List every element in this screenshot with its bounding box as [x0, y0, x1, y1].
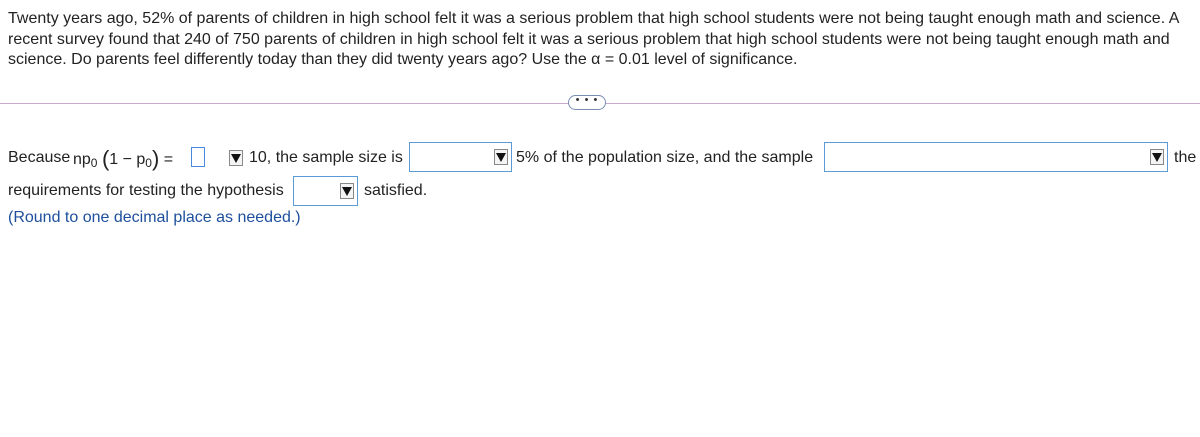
compare-dropdown[interactable]	[208, 144, 246, 174]
requirements-text: requirements for testing the hypothesis	[8, 182, 284, 199]
more-button-label: • • •	[575, 94, 599, 106]
one-minus-p-text: 1 − p	[109, 151, 146, 168]
npq-input[interactable]	[191, 147, 205, 167]
chevron-down-icon	[494, 149, 508, 165]
chevron-down-icon	[229, 150, 243, 166]
chevron-down-icon	[340, 183, 354, 199]
close-paren: )	[151, 146, 160, 171]
np0-expression	[73, 146, 173, 172]
rounding-note: (Round to one decimal place as needed.)	[8, 209, 301, 226]
because-label: Because	[8, 149, 71, 166]
equals-sign: =	[163, 151, 174, 168]
sample-size-text: 10, the sample size is	[249, 149, 403, 166]
subscript-0: 0	[90, 156, 98, 170]
problem-statement: Twenty years ago, 52% of parents of children in high school felt it was a serious problem that high school students were not being taught enough math and science. A recent survey found that 240 of 750 parents of children in high school felt it was a serious problem that high school students were not being taught enough math and science. Do parents feel differently today than they did twenty years ago? Use the α = 0.01 level of significance.	[8, 10, 1179, 68]
open-paren: (	[101, 146, 110, 171]
requirements-dropdown[interactable]	[293, 176, 358, 206]
percent-text: 5% of the population size, and the sample	[516, 149, 814, 166]
satisfied-text: satisfied.	[364, 182, 428, 199]
more-button[interactable]	[568, 95, 606, 110]
chevron-down-icon	[1150, 149, 1164, 165]
sample-size-dropdown[interactable]	[409, 142, 512, 172]
np-text: np	[73, 151, 91, 168]
sample-dropdown[interactable]	[824, 142, 1168, 172]
the-text: the	[1174, 149, 1197, 166]
subscript-0b: 0	[145, 156, 152, 170]
